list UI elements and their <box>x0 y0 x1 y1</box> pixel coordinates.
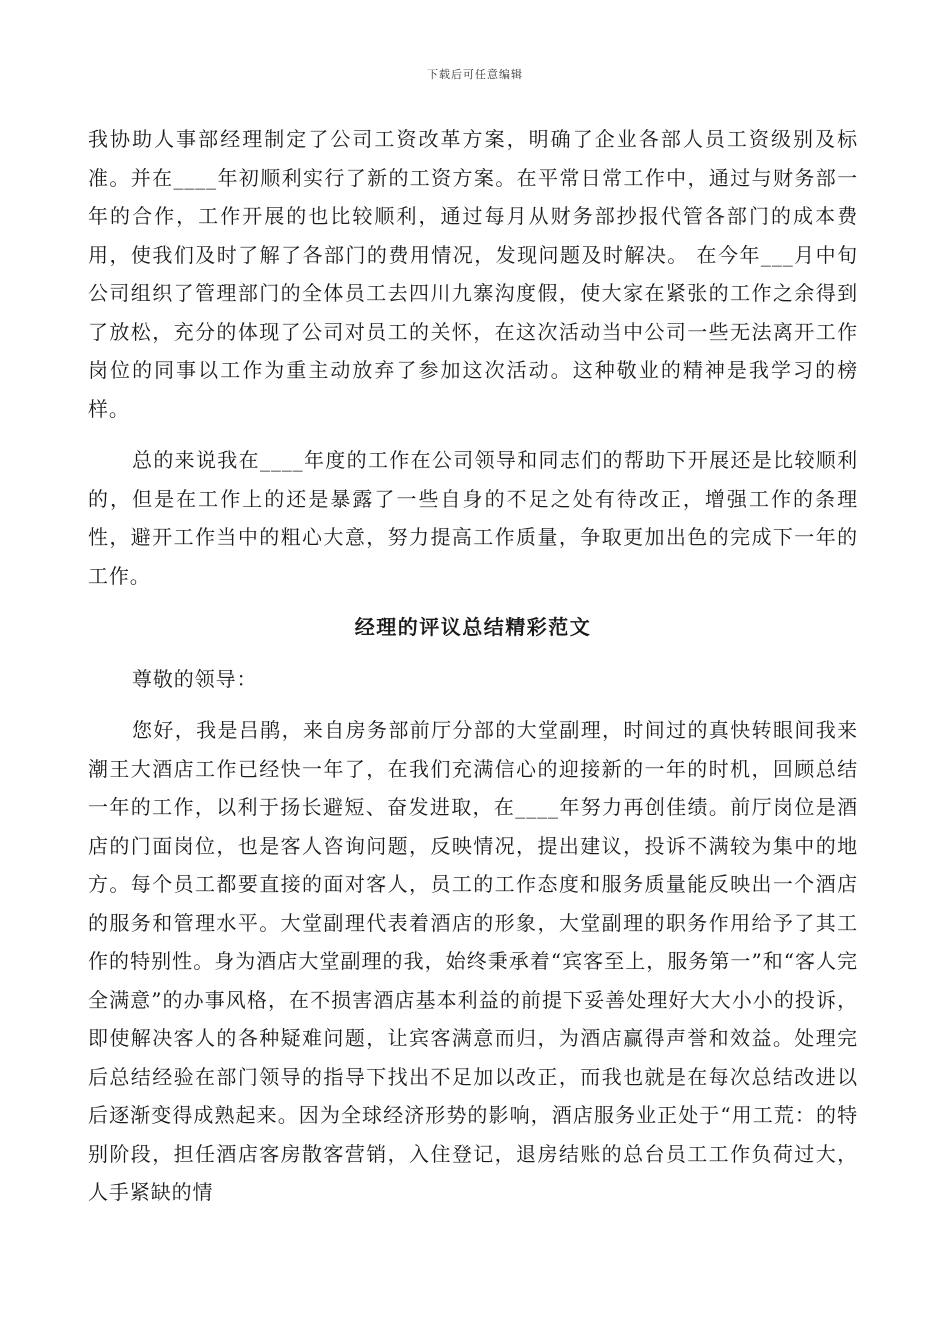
document-body <box>88 120 858 1212</box>
paragraph-gap <box>88 595 858 608</box>
section-title: 经理的评议总结精彩范文 <box>354 615 592 639</box>
salutation: 尊敬的领导： <box>132 666 258 691</box>
paragraph-gap <box>88 428 858 441</box>
paragraph-lobby-manager: 您好，我是吕鹃，来自房务部前厅分部的大堂副理，时间过的真快转眼间我来潮王大酒店工作已经快一年了，在我们充满信心的迎接新的一年的时机，回顾总结一年的工作，以利于扬长避短、奋发进取，在____年努力再创佳绩。前厅岗位是酒店的门面岗位，也是客人咨询问题，反映情况，提出建议，投诉不满较为集中的地方。每个员工都要直接的面对客人，员工的工作态度和服务质量能反映出一个酒店的服务和管理水平。大堂副理代表着酒店的形象，大堂副理的职务作用给予了其工作的特别性。身为酒店大堂副理的我，始终秉承着“宾客至上，服务第一”和“客人完全满意”的办事风格，在不损害酒店基本利益的前提下妥善处理好大大小小的投诉，即使解决客人的各种疑难问题，让宾客满意而归，为酒店赢得声誉和效益。处理完后总结经验在部门领导的指导下找出不足加以改正，而我也就是在每次总结改进以后逐渐变得成熟起来。因为全球经济形势的影响，酒店服务业正处于“用工荒：的特别阶段，担任酒店客房散客营销，入住登记，退房结账的总台员工工作负荷过大，人手紧缺的情 <box>88 718 858 1204</box>
paragraph-gap <box>88 647 858 660</box>
paragraph-gap <box>88 698 858 711</box>
paragraph-year-summary: 总的来说我在____年度的工作在公司领导和同志们的帮助下开展还是比较顺利的，但是在工作上的还是暴露了一些自身的不足之处有待改正，增强工作的条理性，避开工作当中的粗心大意，努力提高工作质量，争取更加出色的完成下一年的工作。 <box>88 448 858 588</box>
paragraph-salary-reform: 我协助人事部经理制定了公司工资改革方案，明确了企业各部人员工资级别及标准。并在____年初顺利实行了新的工资方案。在平常日常工作中，通过与财务部一年的合作，工作开展的也比较顺利，通过每月从财务部抄报代管各部门的成本费用，使我们及时了解了各部门的费用情况，发现问题及时解决。 在今年___月中旬公司组织了管理部门的全体员工去四川九寨沟度假，使大家在紧张的工作之余得到了放松，充分的体现了公司对员工的关怀，在这次活动当中公司一些无法离开工作岗位的同事以工作为重主动放弃了参加这次活动。这种敬业的精神是我学习的榜样。 <box>88 127 858 421</box>
page-header: 下载后可任意编辑 <box>427 68 523 81</box>
